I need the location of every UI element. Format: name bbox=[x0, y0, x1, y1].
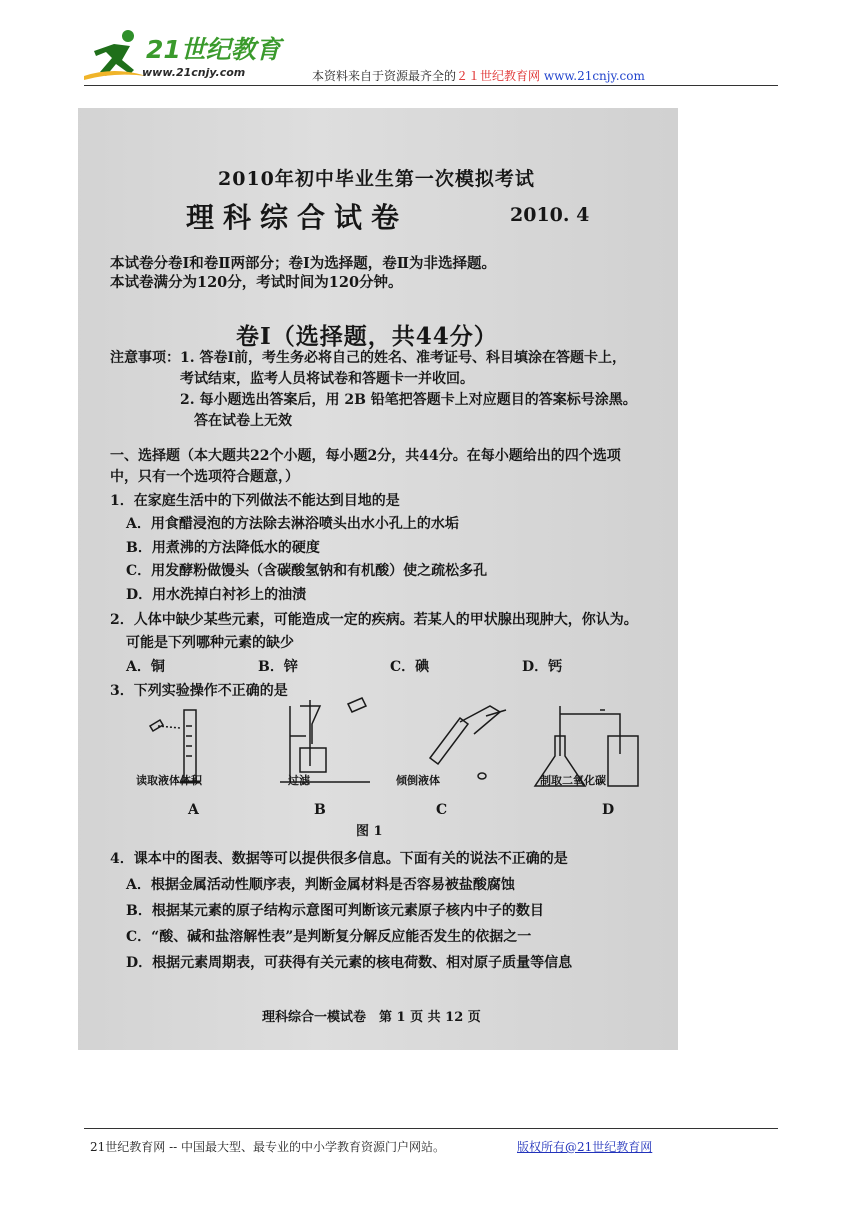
figure-caption: 图 1 bbox=[356, 824, 383, 839]
question-1-option: A．用食醋浸泡的方法除去淋浴喷头出水小孔上的水垢 bbox=[126, 516, 459, 532]
exam-date: 2010. 4 bbox=[510, 204, 590, 226]
logo-brand: 21世纪教育 bbox=[146, 35, 281, 64]
note-line: 注意事项：1. 答卷Ⅰ前，考生务必将自己的姓名、准考证号、科目填涂在答题卡上， bbox=[110, 350, 627, 366]
question-2-option: A．铜 bbox=[126, 659, 165, 675]
fig-letter-b: B bbox=[314, 802, 326, 818]
fig-letter-d: D bbox=[602, 802, 615, 818]
fig-label-b: 过滤 bbox=[288, 774, 310, 787]
question-2-stem: 2．人体中缺少某些元素，可能造成一定的疾病。若某人的甲状腺出现肿大，你认为。 bbox=[110, 612, 638, 628]
question-4-option: D．根据元素周期表，可获得有关元素的核电荷数、相对原子质量等信息 bbox=[126, 955, 573, 971]
intro-line: 本试卷分卷Ⅰ和卷Ⅱ两部分；卷Ⅰ为选择题，卷Ⅱ为非选择题。 bbox=[110, 255, 497, 272]
section-line: 中，只有一个选项符合题意，） bbox=[110, 469, 299, 485]
note-line: 2. 每小题选出答案后，用 2B 铅笔把答题卡上对应题目的答案标号涂黑。 bbox=[180, 392, 637, 408]
header-divider bbox=[84, 85, 778, 86]
site-logo[interactable] bbox=[84, 26, 284, 84]
question-2-stem-cont: 可能是下列哪种元素的缺少 bbox=[126, 635, 294, 651]
pouring-liquid-icon bbox=[430, 706, 506, 779]
exam-page-footer: 理科综合一模试卷 第 1 页 共 12 页 bbox=[262, 1010, 481, 1025]
questions-1-2 bbox=[110, 490, 670, 703]
fig-label-c: 倾倒液体 bbox=[396, 774, 440, 787]
header-notice-prefix: 本资料来自于资源最齐全的 bbox=[312, 69, 457, 83]
exam-subtitle: 理科综合试卷 bbox=[186, 201, 409, 234]
question-3-stem: 3．下列实验操作不正确的是 bbox=[110, 683, 288, 699]
question-1-option: C．用发酵粉做馒头（含碳酸氢钠和有机酸）使之疏松多孔 bbox=[126, 563, 488, 579]
exam-title: 2010年初中毕业生第一次模拟考试 bbox=[218, 168, 535, 190]
question-2-options bbox=[110, 654, 670, 680]
section-heading bbox=[110, 446, 621, 488]
fig-label-a: 读取液体体积 bbox=[136, 774, 202, 787]
header-notice bbox=[312, 67, 645, 84]
exam-intro bbox=[110, 254, 496, 292]
lab-figure bbox=[130, 696, 650, 816]
note-line: 答在试卷上无效 bbox=[194, 413, 292, 429]
footer-copyright-link[interactable]: 版权所有@21世纪教育网 bbox=[517, 1140, 653, 1154]
volume-title: 卷Ⅰ（选择题，共44分） bbox=[236, 323, 498, 350]
filtration-icon bbox=[280, 698, 370, 782]
runner-logo-icon bbox=[84, 26, 148, 82]
question-4-option: A．根据金属活动性顺序表，判断金属材料是否容易被盐酸腐蚀 bbox=[126, 877, 515, 893]
question-4-stem: 4．课本中的图表、数据等可以提供很多信息。下面有关的说法不正确的是 bbox=[110, 851, 568, 867]
header-notice-site: ２１世纪教育网 bbox=[456, 69, 541, 83]
fig-label-d: 制取二氧化碳 bbox=[540, 774, 606, 787]
note-line: 考试结束，监考人员将试卷和答题卡一并收回。 bbox=[180, 371, 474, 387]
question-1-option: B．用煮沸的方法降低水的硬度 bbox=[126, 539, 320, 556]
scanned-exam-page bbox=[78, 108, 678, 1050]
question-2-option: B．锌 bbox=[258, 659, 298, 675]
exam-notes bbox=[110, 348, 670, 432]
question-4 bbox=[110, 846, 670, 976]
question-4-option: C．“酸、碱和盐溶解性表”是判断复分解反应能否发生的依据之一 bbox=[126, 929, 532, 945]
footer-text: 21世纪教育网 -- 中国最大型、最专业的中小学教育资源门户网站。 bbox=[90, 1140, 446, 1154]
question-4-option: B．根据某元素的原子结构示意图可判断该元素原子核内中子的数目 bbox=[126, 903, 544, 919]
question-2-option: C．碘 bbox=[390, 659, 430, 675]
intro-line: 本试卷满分为120分，考试时间为120分钟。 bbox=[110, 274, 403, 291]
fig-letter-a: A bbox=[188, 802, 199, 818]
question-1-stem: 1．在家庭生活中的下列做法不能达到目地的是 bbox=[110, 493, 400, 509]
question-2-option: D．钙 bbox=[522, 659, 563, 675]
logo-url: www.21cnjy.com bbox=[142, 66, 246, 79]
section-line: 一、选择题（本大题共22个小题，每小题2分，共44分。在每小题给出的四个选项 bbox=[110, 448, 621, 464]
header-notice-url[interactable]: www.21cnjy.com bbox=[543, 69, 645, 83]
question-1-option: D．用水洗掉白衬衫上的油渍 bbox=[126, 586, 307, 603]
fig-letter-c: C bbox=[436, 802, 448, 818]
footer-divider bbox=[84, 1128, 778, 1129]
